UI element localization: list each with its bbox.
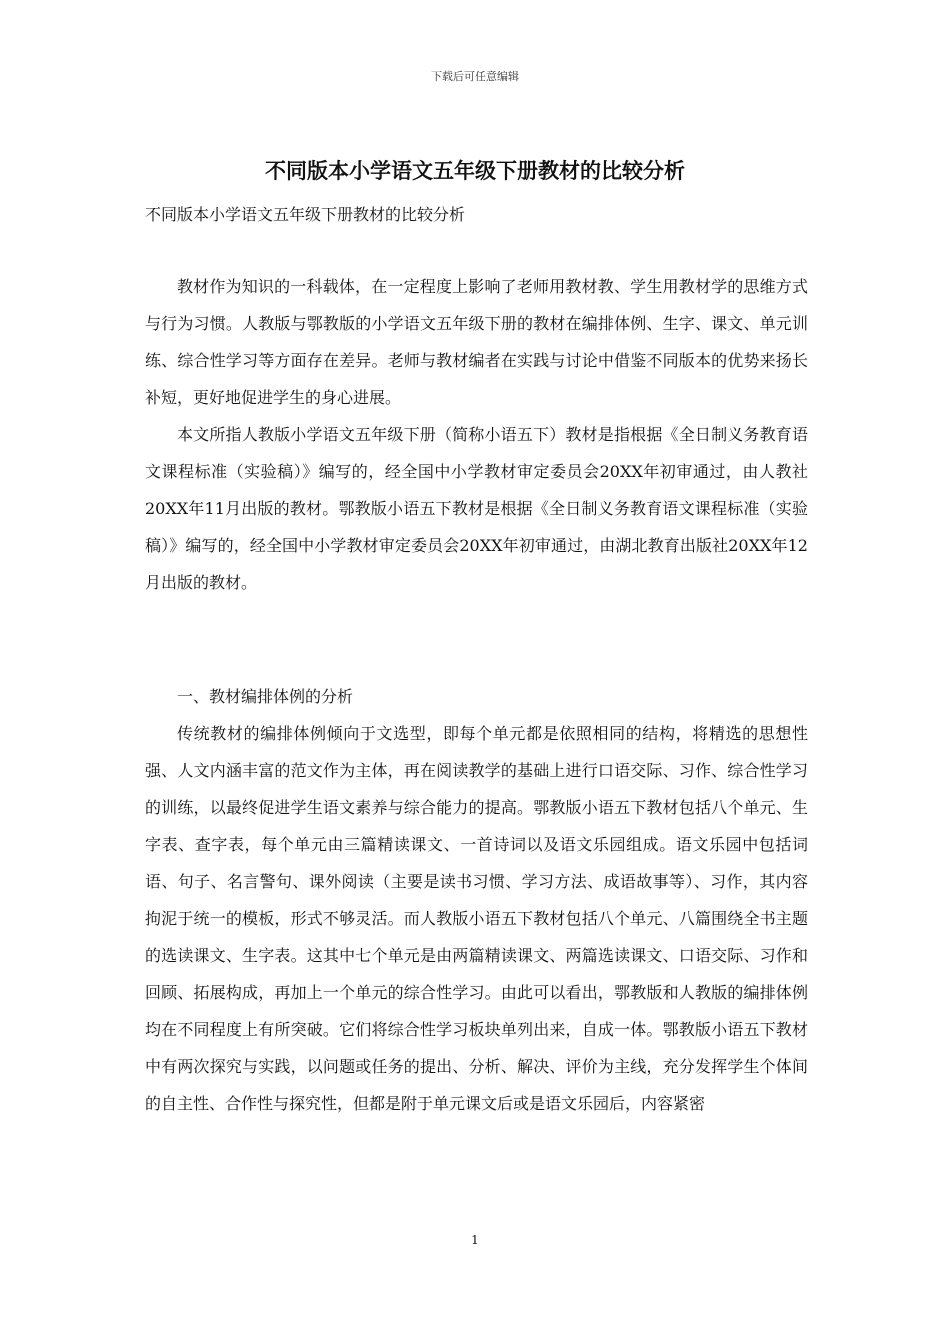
document-subtitle: 不同版本小学语文五年级下册教材的比较分析	[145, 205, 466, 224]
header-note: 下载后可任意编辑	[431, 70, 519, 83]
paragraph: 传统教材的编排体例倾向于文选型，即每个单元都是依照相同的结构，将精选的思想性强、人文内涵丰富的范文作为主体，再在阅读教学的基础上进行口语交际、习作、综合性学习的训练，以最终促进学生语文素养与综合能力的提高。鄂教版小语五下教材包括八个单元、生字表、查字表，每个单元由三篇精读课文、一首诗词以及语文乐园组成。语文乐园中包括词语、句子、名言警句、课外阅读（主要是读书习惯、学习方法、成语故事等）、习作，其内容拘泥于统一的模板，形式不够灵活。而人教版小语五下教材包括八个单元、八篇围绕全书主题的选读课文、生字表。这其中七个单元是由两篇精读课文、两篇选读课文、口语交际、习作和回顾、拓展构成，再加上一个单元的综合性学习。由此可以看出，鄂教版和人教版的编排体例均在不同程度上有所突破。它们将综合性学习板块单列出来，自成一体。鄂教版小语五下教材中有两次探究与实践，以问题或任务的提出、分析、解决、评价为主线，充分发挥学生个体间的自主性、合作性与探究性，但都是附于单元课文后或是语文乐园后，内容紧密	[145, 724, 808, 1113]
paragraph: 本文所指人教版小学语文五年级下册（简称小语五下）教材是指根据《全日制义务教育语文课程标准（实验稿）》编写的，经全国中小学教材审定委员会20XX年初审通过，由人教社20XX年11月出版的教材。鄂教版小语五下教材是根据《全日制义务教育语文课程标准（实验稿）》编写的，经全国中小学教材审定委员会20XX年初审通过，由湖北教育出版社20XX年12月出版的教材。	[145, 425, 808, 592]
section-one	[145, 678, 808, 1122]
paragraph: 教材作为知识的一科载体，在一定程度上影响了老师用教材教、学生用教材学的思维方式与行为习惯。人教版与鄂教版的小学语文五年级下册的教材在编排体例、生字、课文、单元训练、综合性学习等方面存在差异。老师与教材编者在实践与讨论中借鉴不同版本的优势来扬长补短，更好地促进学生的身心进展。	[145, 277, 808, 407]
document-title: 不同版本小学语文五年级下册教材的比较分析	[265, 159, 685, 183]
section-heading: 一、教材编排体例的分析	[177, 687, 354, 706]
page-number: 1	[471, 1233, 479, 1247]
intro-section	[145, 268, 808, 601]
